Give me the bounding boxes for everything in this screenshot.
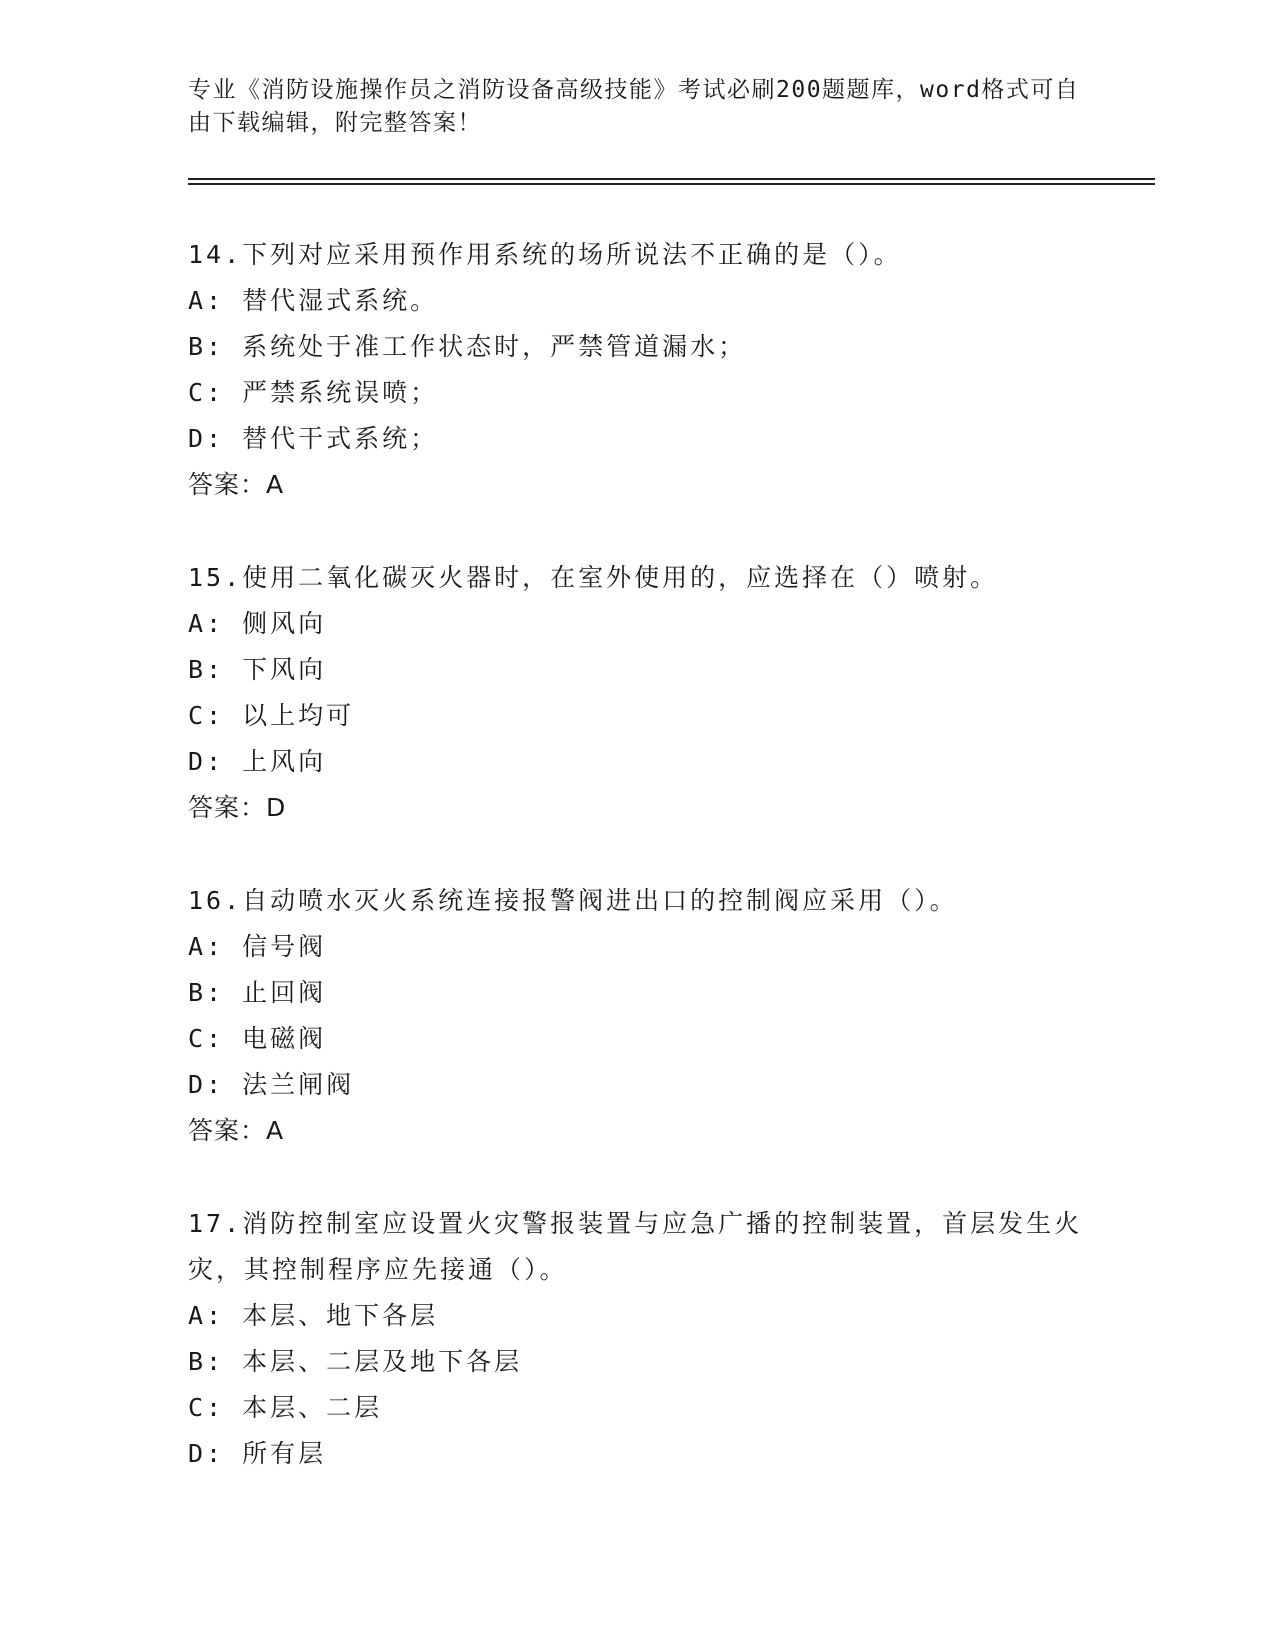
option-d: D: 上风向 [188,747,327,776]
header-intro-text: 专业《消防设施操作员之消防设备高级技能》考试必刷200题题库，word格式可自由下载编辑，附完整答案！ [188,77,1080,136]
option-d: D: 替代干式系统； [188,424,439,453]
option-b: B: 本层、二层及地下各层 [188,1347,523,1376]
option-d: D: 法兰闸阀 [188,1070,355,1099]
answer-text: 答案：A [188,470,285,499]
question-text: 14.下列对应采用预作用系统的场所说法不正确的是（）。 [188,240,902,269]
header-divider-top [188,178,1155,180]
answer-text: 答案：A [188,1116,285,1145]
option-a: A: 信号阀 [188,932,327,961]
option-a: A: 侧风向 [188,609,327,638]
option-c: C: 严禁系统误喷； [188,378,439,407]
option-a: A: 本层、地下各层 [188,1301,439,1330]
option-b: B: 止回阀 [188,978,327,1007]
option-b: B: 下风向 [188,655,327,684]
option-b: B: 系统处于准工作状态时，严禁管道漏水； [188,332,747,361]
question-17 [188,1201,1088,1477]
option-a: A: 替代湿式系统。 [188,286,439,315]
answer-text: 答案：D [188,793,287,822]
question-14 [188,232,1088,508]
document-header [188,74,1088,140]
option-c: C: 以上均可 [188,701,355,730]
option-c: C: 本层、二层 [188,1393,383,1422]
question-text: 17.消防控制室应设置火灾警报装置与应急广播的控制装置，首层发生火灾，其控制程序应先接通（）。 [188,1209,1083,1284]
question-text: 16.自动喷水灭火系统连接报警阀进出口的控制阀应采用（）。 [188,886,958,915]
question-list [188,232,1088,1524]
question-text: 15.使用二氧化碳灭火器时，在室外使用的，应选择在（）喷射。 [188,563,999,592]
option-c: C: 电磁阀 [188,1024,327,1053]
question-16 [188,878,1088,1154]
question-15 [188,555,1088,831]
option-d: D: 所有层 [188,1439,327,1468]
header-divider-bottom [188,183,1155,185]
